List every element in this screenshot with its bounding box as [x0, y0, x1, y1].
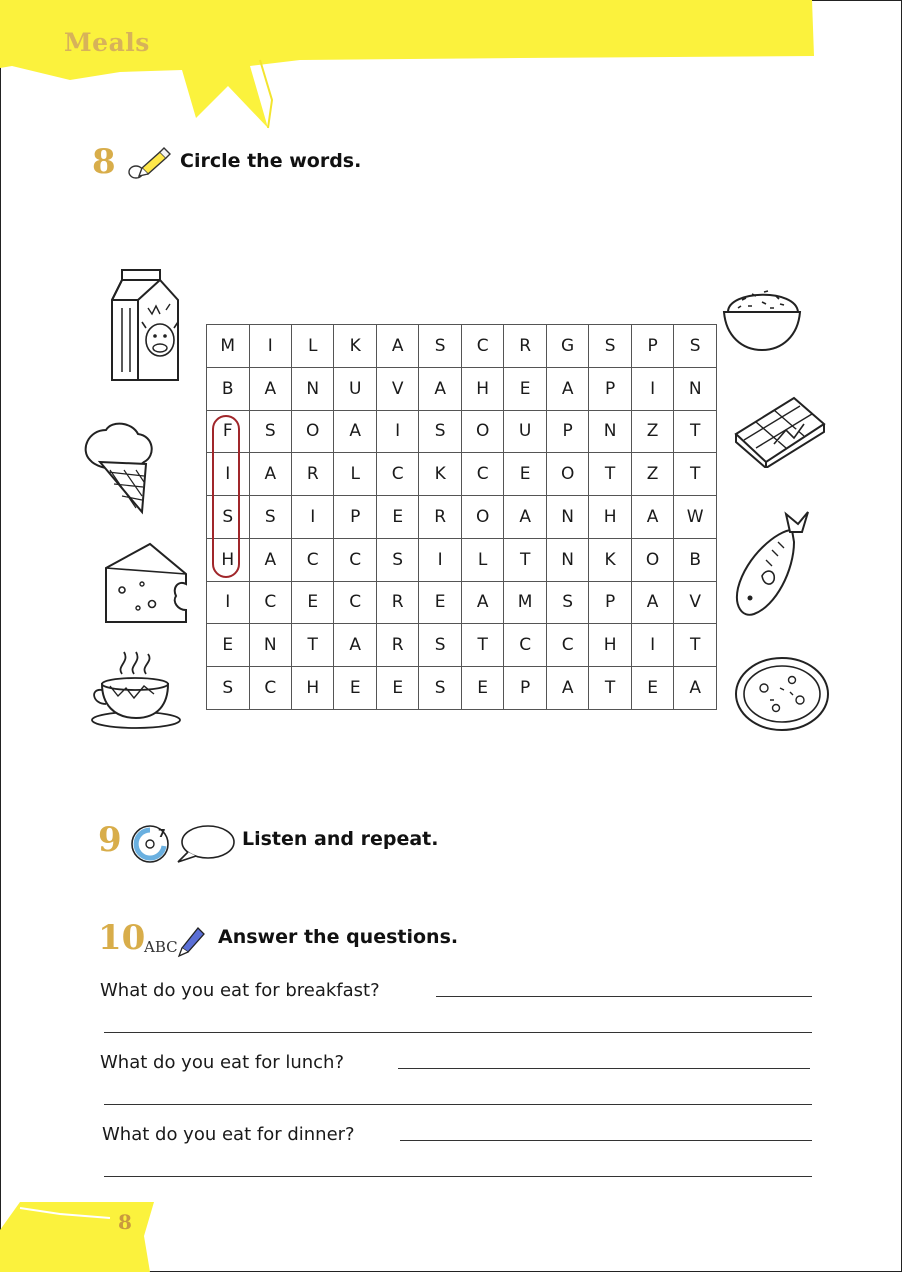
grid-cell[interactable]: P: [631, 325, 673, 368]
circled-word-fish: [212, 415, 240, 578]
grid-cell[interactable]: K: [589, 538, 631, 581]
exercise-10-number: 10: [98, 918, 146, 958]
grid-cell[interactable]: H: [461, 367, 503, 410]
grid-cell[interactable]: S: [419, 624, 461, 667]
header-banner: [0, 0, 902, 140]
grid-cell[interactable]: I: [207, 581, 250, 624]
grid-cell[interactable]: E: [504, 367, 547, 410]
pencil-circle-icon: [126, 146, 174, 182]
grid-cell[interactable]: L: [292, 325, 334, 368]
grid-row: [207, 410, 717, 453]
grid-cell[interactable]: A: [249, 367, 291, 410]
grid-cell[interactable]: N: [292, 367, 334, 410]
grid-cell[interactable]: G: [546, 325, 588, 368]
tea-cup-icon: [88, 644, 184, 732]
grid-cell[interactable]: P: [589, 367, 631, 410]
grid-cell[interactable]: B: [207, 367, 250, 410]
grid-cell[interactable]: W: [674, 496, 717, 539]
grid-cell[interactable]: C: [504, 624, 547, 667]
answer-line-lunch[interactable]: [398, 1068, 810, 1069]
grid-cell[interactable]: F: [207, 410, 250, 453]
grid-cell[interactable]: H: [589, 496, 631, 539]
grid-cell[interactable]: S: [207, 667, 250, 710]
grid-cell[interactable]: E: [419, 581, 461, 624]
grid-cell[interactable]: S: [419, 667, 461, 710]
grid-cell[interactable]: A: [249, 453, 291, 496]
chocolate-bar-icon: [734, 394, 826, 468]
grid-cell[interactable]: P: [334, 496, 376, 539]
grid-cell[interactable]: T: [292, 624, 334, 667]
grid-cell[interactable]: S: [419, 325, 461, 368]
grid-cell[interactable]: H: [589, 624, 631, 667]
question-lunch: What do you eat for lunch?: [100, 1052, 345, 1073]
pizza-icon: [734, 654, 830, 734]
grid-cell[interactable]: A: [546, 367, 588, 410]
answer-line-dinner[interactable]: [400, 1140, 812, 1141]
question-dinner: What do you eat for dinner?: [102, 1124, 355, 1145]
grid-cell[interactable]: C: [292, 538, 334, 581]
grid-cell[interactable]: I: [419, 538, 461, 581]
abc-pen-icon: [142, 922, 208, 958]
grid-cell[interactable]: E: [461, 667, 503, 710]
grid-cell[interactable]: Z: [631, 410, 673, 453]
grid-cell[interactable]: C: [376, 453, 418, 496]
grid-cell[interactable]: A: [376, 325, 418, 368]
grid-cell[interactable]: S: [674, 325, 717, 368]
grid-cell[interactable]: S: [589, 325, 631, 368]
grid-cell[interactable]: R: [376, 581, 418, 624]
grid-cell[interactable]: U: [504, 410, 547, 453]
grid-cell[interactable]: A: [249, 538, 291, 581]
grid-cell[interactable]: P: [546, 410, 588, 453]
grid-cell[interactable]: A: [334, 410, 376, 453]
grid-cell[interactable]: P: [589, 581, 631, 624]
grid-cell[interactable]: O: [292, 410, 334, 453]
exercise-10-instruction: Answer the questions.: [218, 926, 459, 948]
grid-cell[interactable]: A: [631, 581, 673, 624]
grid-cell[interactable]: V: [674, 581, 717, 624]
answer-line-dinner-2[interactable]: [104, 1176, 812, 1177]
grid-cell[interactable]: I: [631, 367, 673, 410]
grid-cell[interactable]: I: [292, 496, 334, 539]
grid-cell[interactable]: E: [376, 496, 418, 539]
grid-cell[interactable]: T: [674, 410, 717, 453]
rice-bowl-icon: [722, 278, 802, 352]
grid-cell[interactable]: T: [589, 453, 631, 496]
grid-cell[interactable]: A: [419, 367, 461, 410]
grid-cell[interactable]: M: [207, 325, 250, 368]
grid-cell[interactable]: C: [249, 667, 291, 710]
fish-icon: [732, 510, 810, 620]
grid-cell[interactable]: E: [504, 453, 547, 496]
grid-cell[interactable]: A: [504, 496, 547, 539]
grid-cell[interactable]: S: [546, 581, 588, 624]
grid-cell[interactable]: R: [504, 325, 547, 368]
grid-cell[interactable]: T: [461, 624, 503, 667]
grid-cell[interactable]: H: [207, 538, 250, 581]
grid-cell[interactable]: L: [461, 538, 503, 581]
grid-cell[interactable]: O: [546, 453, 588, 496]
page-title: Meals: [64, 28, 150, 57]
grid-cell[interactable]: O: [461, 410, 503, 453]
grid-cell[interactable]: R: [376, 624, 418, 667]
cheese-icon: [102, 540, 190, 626]
grid-cell[interactable]: N: [546, 496, 588, 539]
grid-cell[interactable]: E: [334, 667, 376, 710]
cd-speech-bubble-icon: [128, 822, 236, 866]
grid-cell[interactable]: T: [504, 538, 547, 581]
track-number: 7: [158, 827, 166, 840]
grid-cell[interactable]: S: [249, 410, 291, 453]
grid-cell[interactable]: A: [674, 667, 717, 710]
grid-cell[interactable]: H: [292, 667, 334, 710]
grid-row: [207, 667, 717, 710]
ice-cream-cone-icon: [80, 420, 156, 516]
answer-line-lunch-2[interactable]: [104, 1104, 812, 1105]
answer-line-breakfast-2[interactable]: [104, 1032, 812, 1033]
grid-row: [207, 325, 717, 368]
grid-cell[interactable]: C: [334, 538, 376, 581]
grid-cell[interactable]: Z: [631, 453, 673, 496]
grid-cell[interactable]: E: [376, 667, 418, 710]
grid-cell[interactable]: T: [589, 667, 631, 710]
grid-cell[interactable]: T: [674, 453, 717, 496]
grid-row: [207, 624, 717, 667]
grid-row: [207, 581, 717, 624]
grid-cell[interactable]: L: [334, 453, 376, 496]
grid-cell[interactable]: I: [249, 325, 291, 368]
grid-cell[interactable]: O: [461, 496, 503, 539]
grid-cell[interactable]: A: [461, 581, 503, 624]
grid-cell[interactable]: E: [207, 624, 250, 667]
grid-cell[interactable]: M: [504, 581, 547, 624]
footer-banner: [0, 1196, 170, 1272]
grid-cell[interactable]: K: [419, 453, 461, 496]
exercise-8-number: 8: [92, 142, 116, 182]
grid-cell[interactable]: E: [292, 581, 334, 624]
grid-cell[interactable]: E: [631, 667, 673, 710]
exercise-9-number: 9: [98, 820, 122, 860]
grid-cell[interactable]: A: [334, 624, 376, 667]
grid-cell[interactable]: N: [589, 410, 631, 453]
grid-row: [207, 538, 717, 581]
grid-cell[interactable]: C: [249, 581, 291, 624]
grid-cell[interactable]: I: [207, 453, 250, 496]
word-search-grid: [206, 324, 717, 710]
grid-cell[interactable]: N: [249, 624, 291, 667]
grid-row: [207, 367, 717, 410]
grid-cell[interactable]: I: [376, 410, 418, 453]
abc-text: ABC: [144, 938, 178, 956]
grid-cell[interactable]: S: [376, 538, 418, 581]
grid-cell[interactable]: U: [334, 367, 376, 410]
grid-cell[interactable]: C: [334, 581, 376, 624]
grid-cell[interactable]: T: [674, 624, 717, 667]
exercise-8-instruction: Circle the words.: [180, 150, 362, 172]
grid-cell[interactable]: S: [207, 496, 250, 539]
grid-cell[interactable]: I: [631, 624, 673, 667]
grid-cell[interactable]: A: [546, 667, 588, 710]
grid-cell[interactable]: V: [376, 367, 418, 410]
grid-cell[interactable]: K: [334, 325, 376, 368]
grid-cell[interactable]: R: [292, 453, 334, 496]
grid-cell[interactable]: A: [631, 496, 673, 539]
grid-cell[interactable]: C: [461, 453, 503, 496]
grid-cell[interactable]: S: [419, 410, 461, 453]
question-breakfast: What do you eat for breakfast?: [100, 980, 380, 1001]
grid-cell[interactable]: O: [631, 538, 673, 581]
grid-cell[interactable]: B: [674, 538, 717, 581]
grid-cell[interactable]: N: [674, 367, 717, 410]
grid-cell[interactable]: C: [461, 325, 503, 368]
grid-cell[interactable]: P: [504, 667, 547, 710]
answer-line-breakfast[interactable]: [436, 996, 812, 997]
grid-cell[interactable]: R: [419, 496, 461, 539]
grid-row: [207, 496, 717, 539]
exercise-9-instruction: Listen and repeat.: [242, 828, 439, 850]
page-number: 8: [118, 1210, 132, 1234]
milk-carton-icon: [108, 268, 180, 382]
grid-row: [207, 453, 717, 496]
grid-cell[interactable]: N: [546, 538, 588, 581]
grid-cell[interactable]: S: [249, 496, 291, 539]
grid-cell[interactable]: C: [546, 624, 588, 667]
